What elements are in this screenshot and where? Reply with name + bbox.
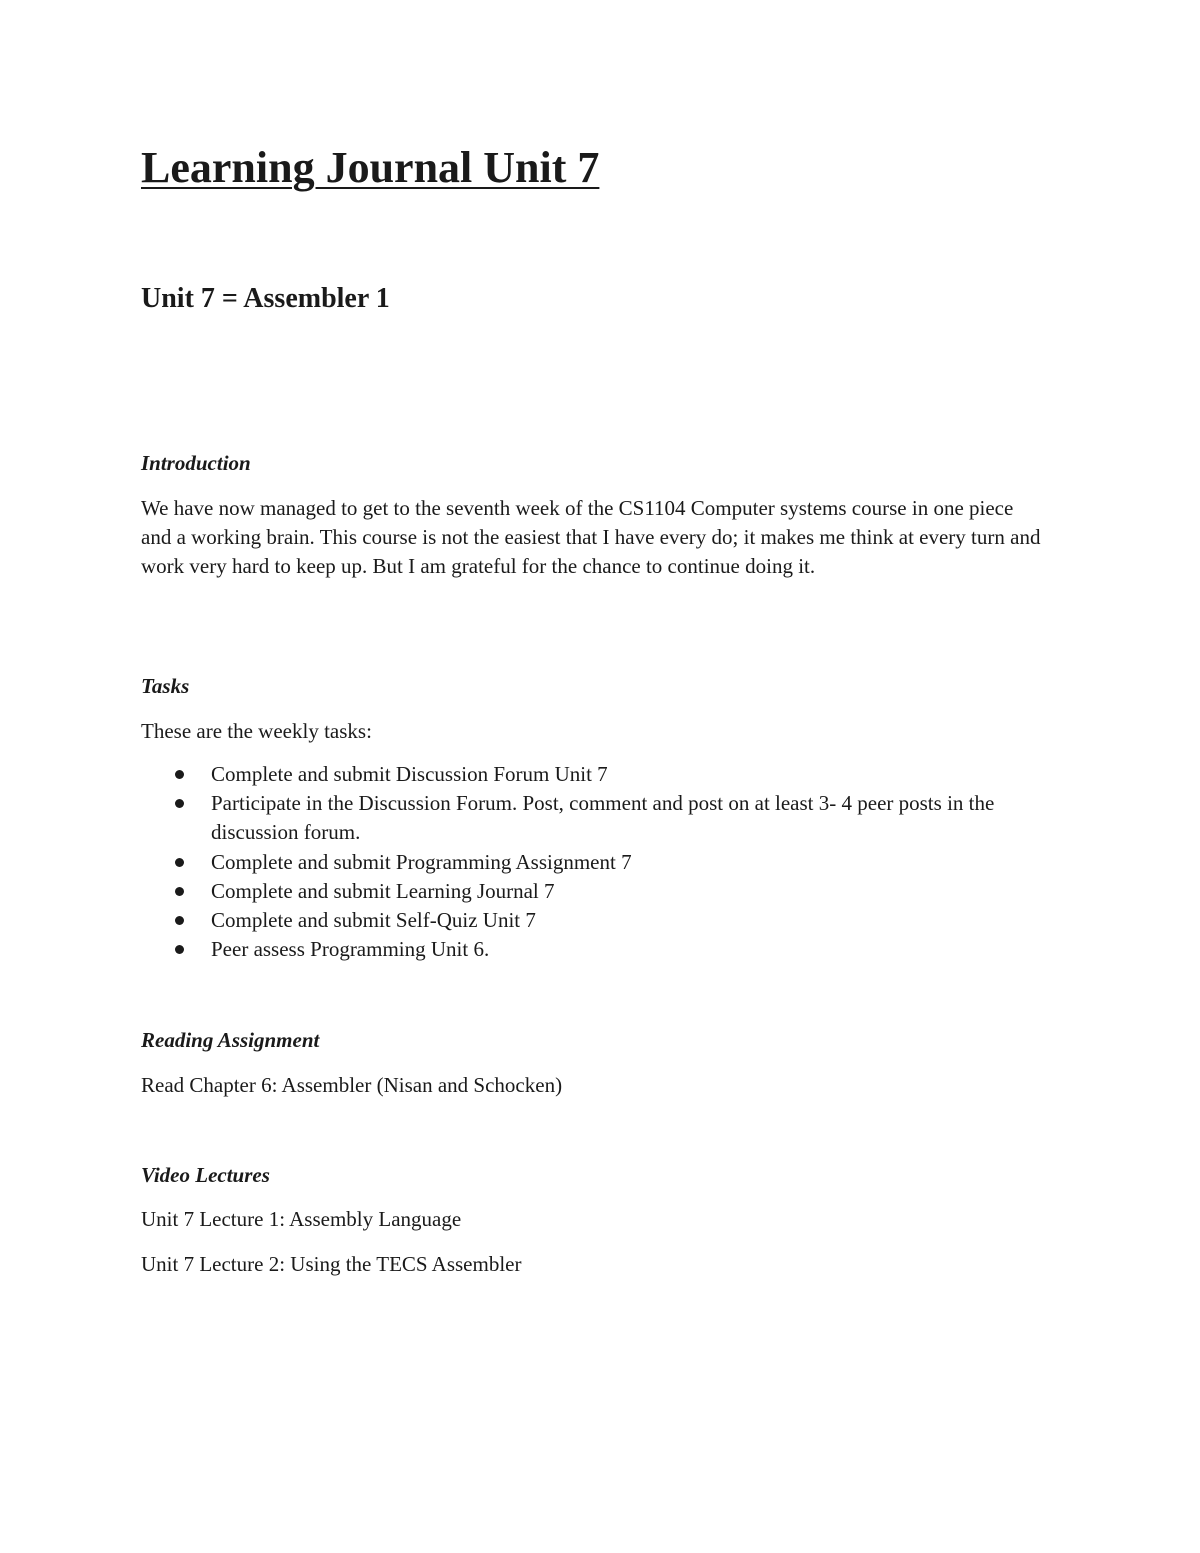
list-item	[141, 789, 1071, 847]
list-item	[141, 848, 1071, 877]
bullet-icon	[175, 858, 184, 867]
page-title: Learning Journal Unit 7	[141, 143, 600, 192]
list-item	[141, 906, 1071, 935]
task-text: Complete and submit Discussion Forum Unit 7	[211, 762, 608, 786]
tasks-intro: These are the weekly tasks:	[141, 719, 372, 743]
task-text: Complete and submit Learning Journal 7	[211, 878, 555, 903]
bullet-icon	[175, 887, 184, 896]
task-text: Participate in the Discussion Forum. Post, comment and post on at least 3- 4 peer posts in the discussion forum.	[211, 791, 995, 845]
reading-heading: Reading Assignment	[141, 1028, 320, 1052]
lecture-item: Unit 7 Lecture 2: Using the TECS Assembler	[141, 1252, 522, 1276]
introduction-text: We have now managed to get to the seventh week of the CS1104 Computer systems course in one piece and a working brain. This course is not the easiest that I have every do; it makes me think at every turn and work very hard to keep up. But I am grateful for the chance to continue doing it.	[141, 496, 1041, 579]
bullet-icon	[175, 945, 184, 954]
video-heading: Video Lectures	[141, 1163, 270, 1187]
bullet-icon	[175, 799, 184, 808]
lecture-item: Unit 7 Lecture 1: Assembly Language	[141, 1207, 462, 1231]
list-item	[141, 760, 1071, 789]
introduction-heading: Introduction	[141, 451, 251, 475]
bullet-icon	[175, 916, 184, 925]
reading-text: Read Chapter 6: Assembler (Nisan and Schocken)	[141, 1073, 563, 1097]
task-list	[141, 760, 1071, 964]
task-text: Complete and submit Self-Quiz Unit 7	[211, 908, 536, 933]
task-text: Complete and submit Programming Assignment 7	[211, 849, 632, 874]
list-item	[141, 877, 1071, 906]
unit-subtitle: Unit 7 = Assembler 1	[141, 283, 390, 314]
list-item	[141, 935, 1071, 964]
bullet-icon	[175, 770, 184, 779]
task-text: Peer assess Programming Unit 6.	[211, 937, 490, 962]
tasks-heading: Tasks	[141, 674, 190, 698]
